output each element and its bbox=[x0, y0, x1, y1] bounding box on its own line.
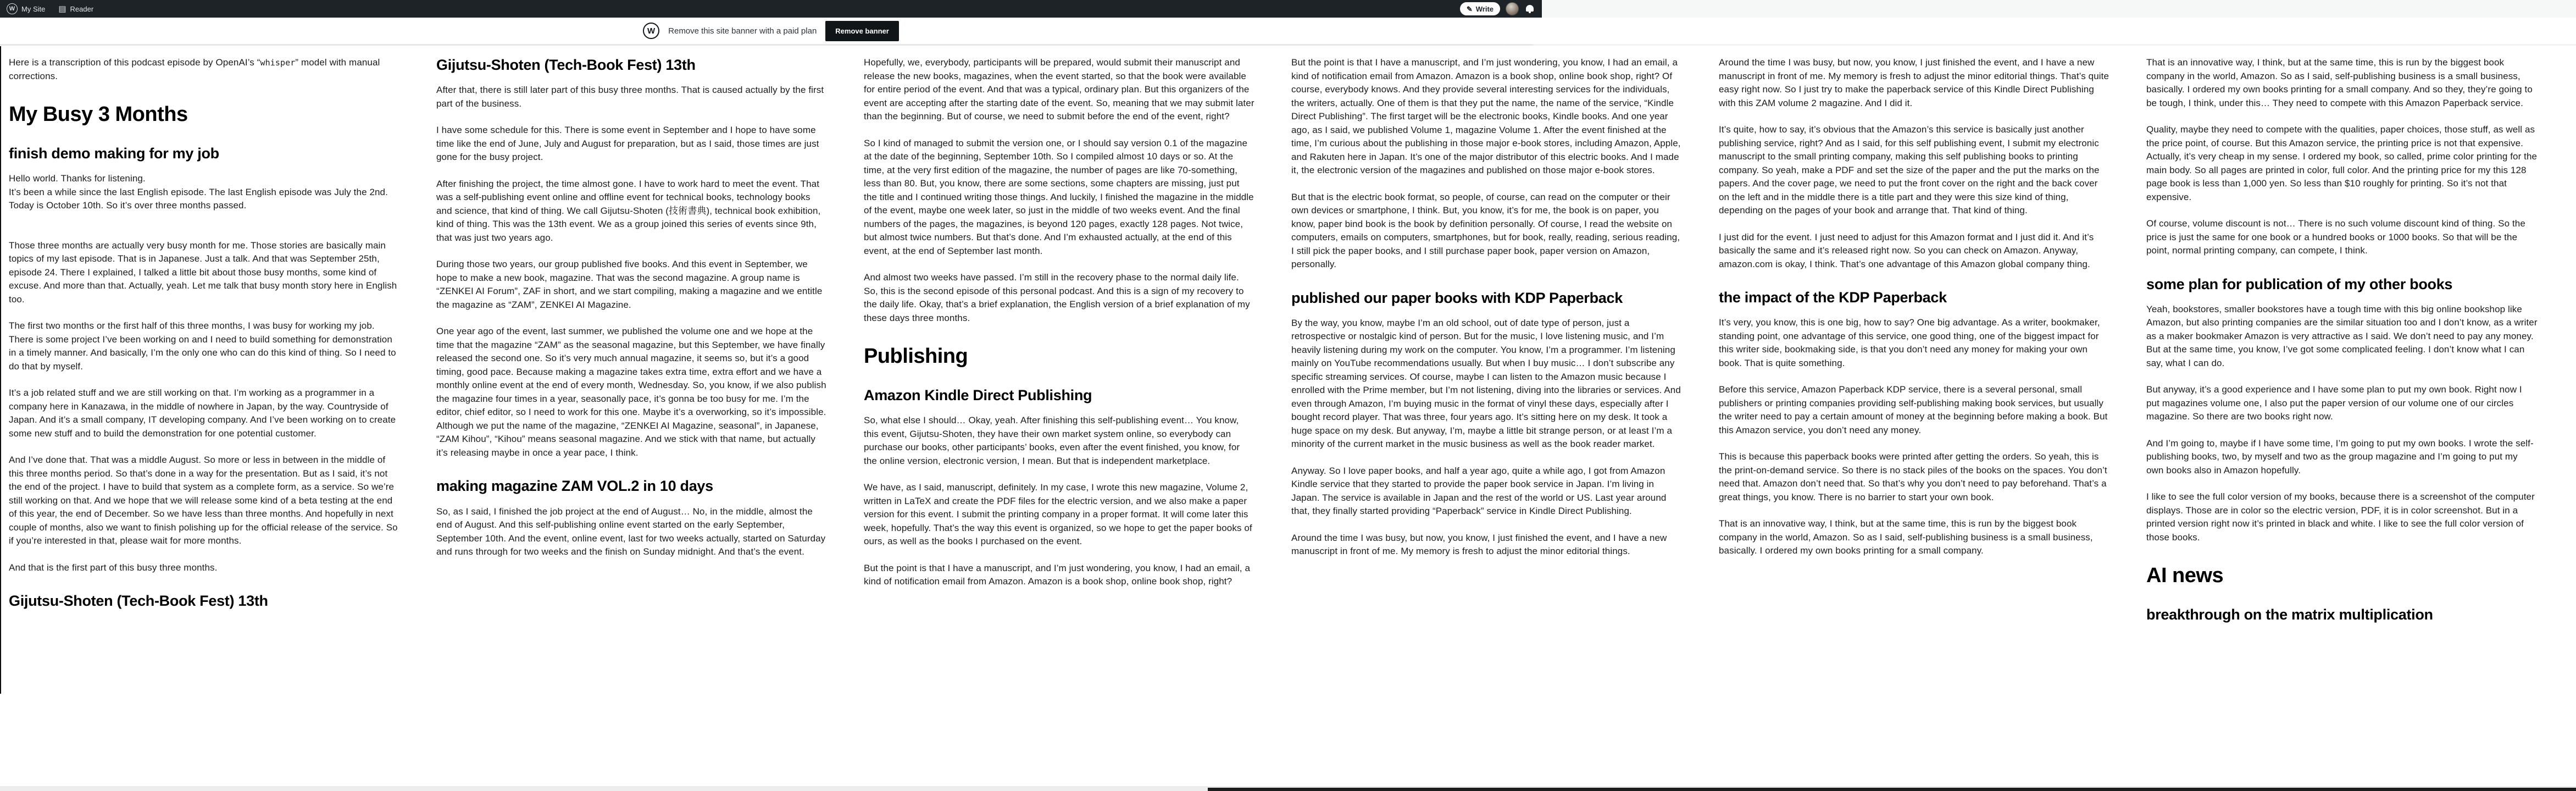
paragraph: It’s very, you know, this is one big, how to say? One big advantage. As a writer, bookmaker, standing point, one advantage of this service, one good thing, one of the biggest impact for this writer side, bookmaking side, is that you don’t need any money for making your own book. That is quite something. bbox=[1719, 317, 2100, 368]
section-heading: Amazon Kindle Direct Publishing bbox=[864, 386, 1092, 403]
section-heading: published our paper books with KDP Paperback bbox=[1291, 289, 1623, 306]
section-heading: Gijutsu-Shoten (Tech-Book Fest) 13th bbox=[436, 57, 696, 73]
paragraph: Here is a transcription of this podcast episode by OpenAI’s “whisper” model with manual corrections. bbox=[9, 57, 380, 81]
paragraph: By the way, you know, maybe I’m an old school, out of date type of person, just a retrospective or nostalgic kind of person. But for the music, I love listening music, and I’m heavily listening during my work on the computer. You know, I’m a programmer. I’m listening mainly on YouTube recommendations usually. But when I buy music… I don’t subscribe any specific streaming services. Of course, maybe I can listen to the Amazon music because I enrolled with the Prime member, but I’m not listening, diving into the libraries or services. And even through Amazon, I’m buying music in the format of vinyl these days, especially after I bought record player. That was three, four years ago. It’s sitting here on my desk. It took a huge space on my desk. But anyway, I’m, maybe a little bit strange person, or at least I’m a minority of the current market in the music business as well as the book reader market. bbox=[1291, 317, 1681, 450]
paragraph: So, what else I should… Okay, yeah. After finishing this self-publishing event… You know, this event, Gijutsu-Shoten, they have their own market system online, so everybody can purchase our books, other participants’ books, even after the event finished, you know, for the online version, electronic version, I mean. But that is independent marketplace. bbox=[864, 415, 1240, 466]
paragraph: Around the time I was busy, but now, you know, I just finished the event, and I have a new manuscript in front of me. My memory is fresh to adjust the minor editorial things. That’s quite easy right now. So I just try to make the paperback service of this Kindle Direct Publishing with this ZAM volume 2 magazine. And I did it. bbox=[1719, 57, 2109, 108]
paragraph: Hello world. Thanks for listening. It’s been a while since the last English episode. The last English episode was July the 2nd. Today is October 10th. So it’s over three months passed. bbox=[9, 173, 388, 211]
section-heading: the impact of the KDP Paperback bbox=[1719, 289, 1947, 306]
paragraph: But the point is that I have a manuscript, and I’m just wondering, you know, I had an email, a kind of notification email from Amazon. Amazon is a book shop, online book shop, right? bbox=[864, 562, 1251, 587]
paragraph: And I’m going to, maybe if I have some time, I’m going to put my own books. I wrote the self-publishing books, two, by myself and two as the group magazine and I’m going to put my own books also in Amazon hopefully. bbox=[2146, 438, 2534, 475]
paragraph: So, as I said, I finished the job project at the end of August… No, in the middle, almost the end of August. And this self-publishing online event started on the early September, September 10th. And the event, online event, last for two weeks actually, started on Saturday and runs through for two weeks and the finish on Sunday midnight. And that’s the event. bbox=[436, 506, 826, 557]
paragraph: And that is the first part of this busy three months. bbox=[9, 562, 218, 573]
paragraph: That is an innovative way, I think, but at the same time, this is run by the biggest book company in the world, Amazon. So as I said, self-publishing business is a small business, basically. I ordered my own books printing for a small company. And so they, they’re going to be tough, I think, under this… They need to compete with this Amazon Paperback service. bbox=[2146, 57, 2533, 108]
window-left-edge bbox=[0, 46, 1, 694]
my-site-label: My Site bbox=[21, 4, 46, 13]
section-heading: finish demo making for my job bbox=[9, 145, 219, 162]
paragraph: Hopefully, we, everybody, participants will be prepared, would submit their manuscript and release the new books, magazines, when the event started, so that the book were available for entire period of the event. And that was a typical, ordinary plan. But this organizers of the event are accepting after the starting date of the event. So, meaning that we may submit later than the beginning. But of course, we need to submit before the end of the event, right? bbox=[864, 57, 1254, 121]
notifications-bell-icon[interactable] bbox=[1525, 5, 1534, 13]
section-heading: My Busy 3 Months bbox=[9, 103, 188, 126]
paragraph: After that, there is still later part of this busy three months. That is caused actually by the first part of the business. bbox=[436, 85, 824, 109]
paragraph: I like to see the full color version of my books, because there is a screenshot of the computer displays. Those are in color so the electric version, PDF, it is in color screenshot. But in a printed version right now it’s printed in black and white. I like to see the full color version of those books. bbox=[2146, 491, 2535, 543]
text-column-5 bbox=[1719, 56, 2110, 791]
paragraph: But that is the electric book format, so people, of course, can read on the computer or their own devices or smartphone, I think. But, you know, it’s for me, the book is on paper, you know, paper bind book is the book by definition personally. Of course, I read the website on computers, emails on computers, smartphones, but for book, really, reading, serious reading, I still pick the paper books, and I still purchase paper book, paper version on Amazon, personally. bbox=[1291, 191, 1680, 269]
avatar[interactable] bbox=[1506, 2, 1519, 15]
banner-divider-right bbox=[1533, 44, 2576, 46]
paragraph: The first two months or the first half of this three months, I was busy for working my job. There is some project I’ve been working on and I need to build something for demonstration in a timely manner. And basically, I’m the only one who can do this kind of thing. So I need to do that by myself. bbox=[9, 320, 396, 372]
text-column-2 bbox=[436, 56, 828, 791]
paragraph: One year ago of the event, last summer, we published the volume one and we hope at the time that the magazine “ZAM” as the seasonal magazine, but this September, we have finally released the second one. So it’s very much annual magazine, it seems so, but it’s a good timing, good pace. Because making a magazine takes extra time, extra effort and we have a monthly online event at the end of every month, Wednesday. So, you know, if we also publish the magazine four times in a year, seasonally pace, it’s gonna be too busy for me. I’m the editor, chief editor, so I need to work for this one. Maybe it’s a overworking, so it’s impossible. Although we put the name of the magazine, “ZENKEI AI Magazine, seasonal”, in Japanese, “ZAM Kihou”, “Kihou” means seasonal magazine. And we stick with that name, but actually it’s releasing maybe in once a year pace, I think. bbox=[436, 326, 826, 458]
text-column-6 bbox=[2146, 56, 2538, 791]
paragraph: Quality, maybe they need to compete with the qualities, paper choices, those stuff, as well as the price point, of course. But this Amazon service, the printing price is not that expensive. Actually, it’s very cheap in my sense. I ordered my book, so called, prime color printing for the main body. So all pages are printed in color, full color. And the printing price for my this 128 page book is less than 1,000 yen. So less than $10 roughly for printing. So it’s not that expensive. bbox=[2146, 124, 2538, 202]
section-heading: Gijutsu-Shoten (Tech-Book Fest) 13th bbox=[9, 593, 268, 610]
section-heading: making magazine ZAM VOL.2 in 10 days bbox=[436, 478, 713, 495]
paragraph: And almost two weeks have passed. I’m still in the recovery phase to the normal daily life. So, this is the second episode of this personal podcast. And this is a sign of my recovery to the daily life. Okay, that’s a brief explanation, the English version of a brief explanation of my these days three months. bbox=[864, 272, 1250, 323]
paragraph: After finishing the project, the time almost gone. I have to work hard to meet the event. That was a self-publishing event online and offline event for technical books, technology books and science, that kind of thing. We call Gijutsu-Shoten (技術書典), technical book exhibition, kind of thing. This was the 13th event. We as a group joined this series of events since 9th, that was just two years ago. bbox=[436, 178, 821, 243]
my-site-menu[interactable] bbox=[0, 0, 52, 18]
section-heading: some plan for publication of my other books bbox=[2146, 275, 2453, 292]
upgrade-banner-text: Remove this site banner with a paid plan bbox=[668, 26, 817, 36]
wordpress-outline-logo-icon: W bbox=[643, 23, 659, 39]
paragraph: It’s quite, how to say, it’s obvious that the Amazon’s this service is basically just another publishing service, right? And as I said, for this self publishing event, I submit my electronic manuscript to the small printing company, making this self publishing books to printing company. So yeah, make a PDF and set the size of the paper and the put the marks on the papers. And the cover page, we need to put the front cover on the right and the back cover on the left and in the middle there is a title part and they were this size kind of thing, depending on the pages of your book and arrange that. That kind of thing. bbox=[1719, 124, 2100, 215]
paragraph: Yeah, bookstores, smaller bookstores have a tough time with this big online bookshop like Amazon, but also printing companies are the similar situation too and I don’t know, as a writer as a maker bookmaker Amazon is very attractive as I said. We don’t need to pay any money. But at the same time, you know, I’ve got some complicated feeling. I don’t know what I can say, what I can do. bbox=[2146, 303, 2538, 368]
write-button[interactable] bbox=[1460, 2, 1500, 15]
paragraph: But the point is that I have a manuscript, and I’m just wondering, you know, I had an email, a kind of notification email from Amazon. Amazon is a book shop, online book shop, right? Of course, everybody knows. And they provide several interesting services for the individuals, the writers, actually. One of them is that they put the name, the name of the service, “Kindle Direct Publishing”. The first target will be the electronic books, Kindle books. And one year ago, as I said, we published Volume 1, magazine Volume 1. After the event finished at the time, I’m curious about the publishing in those major e-book stores, including Amazon, Apple, and Rakuten here in Japan. It’s one of the major distributor of this electric books. And I made it, the electronic version of the magazines and published on those major e-book stores. bbox=[1291, 57, 1681, 175]
paragraph: Those three months are actually very busy month for me. Those stories are basically main topics of my last episode. That is in Japanese. Just a talk. And that was September 25th, episode 24. There I explained, I talked a little bit about those busy months, some kind of excuse. And more than that. Actually, yeah. Let me talk that busy month story here in English too. bbox=[9, 240, 397, 305]
article-columns bbox=[9, 56, 2538, 791]
paragraph: I have some schedule for this. There is some event in September and I hope to have some time like the end of June, July and August for preparation, but as I said, those times are just gone for the busy project. bbox=[436, 125, 819, 163]
paragraph: Around the time I was busy, but now, you know, I just finished the event, and I have a new manuscript in front of me. My memory is fresh to adjust the minor editorial things. bbox=[1291, 532, 1667, 557]
wordpress-logo-icon: W bbox=[7, 3, 18, 14]
text-column-4 bbox=[1291, 56, 1683, 791]
paragraph: Before this service, Amazon Paperback KDP service, there is a several personal, small publishers or printing companies providing self-publishing making book services, but usually the writer need to pay a certain amount of money at the beginning before making a book. But this Amazon service, you don’t need any money. bbox=[1719, 384, 2108, 435]
upgrade-banner bbox=[0, 18, 1542, 44]
paragraph: This is because this paperback books were printed after getting the orders. So yeah, this is the print-on-demand service. So there is no stack piles of the books on the spaces. You don’t need that. Amazon don’t need that. So that’s why you don’t need to pay beforehand. That’s a great things, you know. There is no barrier to start your own book. bbox=[1719, 451, 2107, 502]
text-column-1 bbox=[9, 56, 400, 791]
paragraph: But anyway, it’s a good experience and I have some plan to put my own book. Right now I put magazines volume one, I also put the paper version of our volume one of our circles magazine. So there are two books right now. bbox=[2146, 384, 2522, 422]
reader-label: Reader bbox=[70, 4, 94, 13]
admin-bar bbox=[0, 0, 1542, 18]
paragraph: During those two years, our group published five books. And this event in September, we hope to make a new book, magazine. That was the second magazine. A group name is “ZENKEI AI Forum”, ZAF in short, and we start compiling, making a magazine and we entitle the magazine as “ZAM”, ZENKEI AI Magazine. bbox=[436, 259, 823, 310]
reader-menu[interactable] bbox=[52, 0, 100, 18]
paragraph: That is an innovative way, I think, but at the same time, this is run by the biggest book company in the world, Amazon. So as I said, self-publishing business is a small business, basically. I ordered my own books printing for a small company. bbox=[1719, 518, 2093, 556]
paragraph: It’s a job related stuff and we are still working on that. I’m working as a programmer in a company here in Kanazawa, in the middle of nowhere in Japan, by the way. Countryside of Japan. And it’s a small company, IT developing company. And I’ve been working on to create some new stuff and to build the demonstration for one potential customer. bbox=[9, 388, 396, 439]
topbar-right-background bbox=[1542, 0, 2576, 18]
paragraph: So I kind of managed to submit the version one, or I should say version 0.1 of the magazine at the date of the beginning, September 10th. So I compiled almost 10 days or so. At the time, at the very first edition of the magazine, the number of pages are like 70-something, less than 80. But, you know, there are some sections, some chapters are missing, just put the title and I continued writing those things. And luckily, I finished the magazine in the middle of the event, maybe one week later, so just in the middle of two weeks event. And the final numbers of the pages, the magazines, is beyond 120 pages, exactly 128 pages. Not twice, but almost twice numbers. But that’s done. And I’m exhausted actually, at the end of this event, at the end of September last month. bbox=[864, 137, 1254, 256]
write-label: Write bbox=[1475, 4, 1494, 13]
paragraph: Anyway. So I love paper books, and half a year ago, quite a while ago, I got from Amazon Kindle service that they started to provide the paper book service in Japan. I’m living in Japan. The service is available in Japan and the rest of the world or US. Last year around that, they finally started providing “Paperback” service in Kindle Direct Publishing. bbox=[1291, 465, 1667, 517]
section-heading: breakthrough on the matrix multiplication bbox=[2146, 606, 2433, 623]
paragraph: Of course, volume discount is not… There is no such volume discount kind of thing. So the price is just the same for one book or a hundred books or 1000 books. So that will be the point, normal printing company, can compete, I think. bbox=[2146, 218, 2525, 256]
text-column-3 bbox=[864, 56, 1255, 791]
paragraph: I just did for the event. I just need to adjust for this Amazon format and I just did it. And it’s basically the same and it’s released right now. So you can check on Amazon. Anyway, amazon.com is okay, I think. That’s one advantage of this Amazon global company thing. bbox=[1719, 231, 2094, 269]
paragraph: We have, as I said, manuscript, definitely. In my case, I wrote this new magazine, Volume 2, written in LaTeX and create the PDF files for the electric version, and we also make a paper version for this event. I submit the printing company in a proper format. It will come later this week, hopefully. That’s the way this event is organized, so we hope to get the paper books of ours, as well as the books I purchased on the event. bbox=[864, 482, 1252, 547]
pen-icon: ✎ bbox=[1466, 4, 1473, 13]
reader-icon: ▤ bbox=[58, 4, 66, 14]
banner-divider-left bbox=[0, 44, 1533, 46]
section-heading: AI news bbox=[2146, 564, 2224, 588]
section-heading: Publishing bbox=[864, 345, 968, 368]
horizontal-scrollbar-thumb[interactable] bbox=[1208, 788, 2576, 791]
remove-banner-button[interactable]: Remove banner bbox=[825, 21, 899, 41]
paragraph: And I’ve done that. That was a middle August. So more or less in between in the middle of this three months period. So that’s done in a way for the presentation. But as I said, it’s not the end of the project. I have to build that system as a complete form, as a service. So we’re still working on that. And we hope that we will release some kind of a beta testing at the end of this year, the end of December. So we have less than three months. And hopefully in next couple of months, also we want to finish polishing up for the official release of the service. So if you’re interested in that, please wait for more months. bbox=[9, 455, 398, 546]
